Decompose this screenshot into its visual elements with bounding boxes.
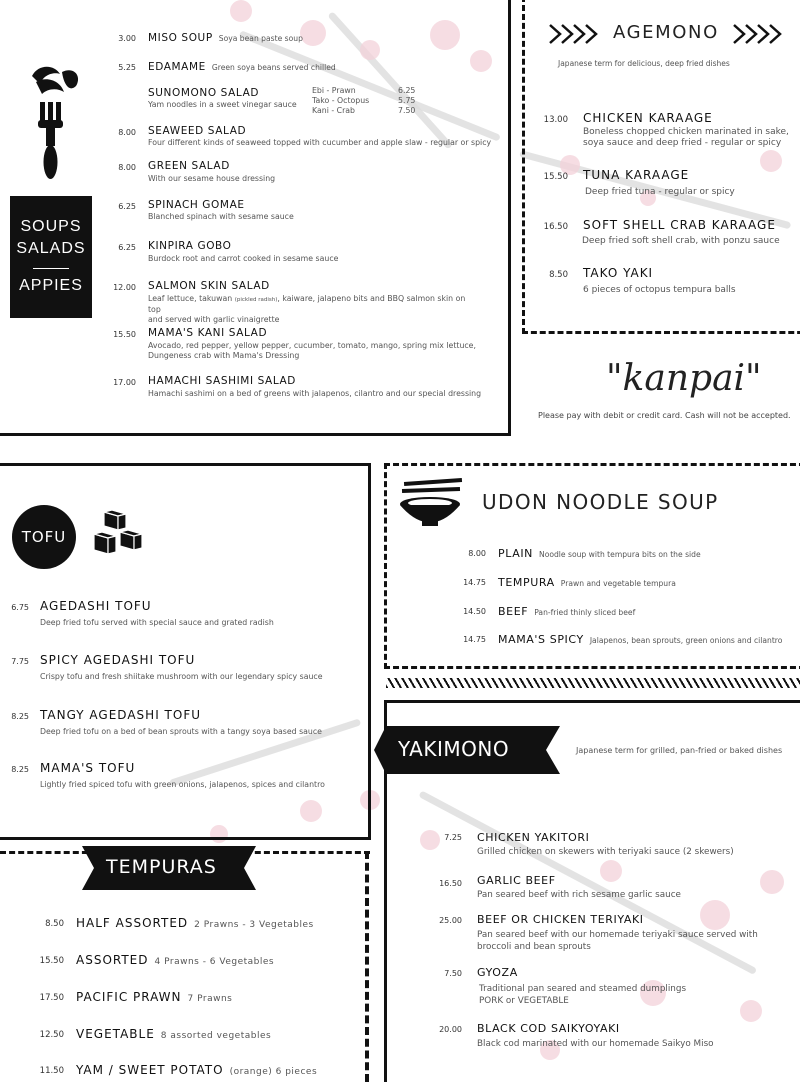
item-price: 8.25 <box>11 765 29 774</box>
yakimono-title: YAKIMONO <box>398 737 510 761</box>
item-price: 11.50 <box>39 1066 64 1076</box>
item-price: 16.50 <box>543 222 568 232</box>
item-price: 17.50 <box>39 993 64 1003</box>
option-label: Tako - Octopus <box>312 96 370 105</box>
item-desc: Deep fried tofu on a bed of bean sprouts with a tangy soya based sauce <box>40 727 322 736</box>
item-desc: 6 pieces of octopus tempura balls <box>583 285 736 295</box>
fork-shrimp-icon <box>24 62 84 182</box>
item-price: 13.00 <box>543 115 568 125</box>
item-name: SPICY AGEDASHI TOFU <box>40 653 196 667</box>
item-price: 12.50 <box>39 1030 64 1040</box>
item-price: 15.50 <box>113 330 136 339</box>
item-name: EDAMAME Green soya beans served chilled <box>148 61 336 73</box>
chevrons-icon <box>548 22 604 46</box>
item-name: SALMON SKIN SALAD <box>148 280 270 292</box>
item-desc: Pan seared beef with rich sesame garlic sauce <box>477 890 681 900</box>
item-price: 6.75 <box>11 603 29 612</box>
item-price: 3.00 <box>118 34 136 43</box>
item-desc: Avocado, red pepper, yellow pepper, cucumber, tomato, mango, spring mix lettuce, Dungeness crab with Mama's Dressing <box>148 341 476 360</box>
payment-note: Please pay with debit or credit card. Cash will not be accepted. <box>538 411 791 420</box>
udon-title: UDON NOODLE SOUP <box>482 490 719 514</box>
item-desc: Hamachi sashimi on a bed of greens with jalapenos, cilantro and our special dressing <box>148 389 482 398</box>
tofu-badge: TOFU <box>12 505 76 569</box>
item-name: BLACK COD SAIKYOYAKI <box>477 1022 620 1035</box>
item-price: 5.25 <box>118 63 136 72</box>
item-price: 7.25 <box>444 833 462 842</box>
item-desc: Leaf lettuce, takuwan (pickled radish), kaiware, jalapeno bits and BBQ salmon skin on top and served with garlic vinaigrette <box>148 294 466 324</box>
item-desc: Lightly fried spiced tofu with green onions, jalapenos, spices and cilantro <box>40 780 325 789</box>
agemono-subtitle: Japanese term for delicious, deep fried dishes <box>558 59 730 68</box>
item-price: 8.50 <box>45 919 64 929</box>
item-price: 17.00 <box>113 378 136 387</box>
item-name: CHICKEN YAKITORI <box>477 831 590 844</box>
item-desc: With our sesame house dressing <box>148 174 276 183</box>
item-name: VEGETABLE 8 assorted vegetables <box>76 1027 272 1041</box>
item-price: 8.50 <box>549 270 568 280</box>
item-name: BEEF OR CHICKEN TERIYAKI <box>477 913 644 926</box>
item-price: 8.00 <box>118 163 136 172</box>
item-name: AGEDASHI TOFU <box>40 599 152 613</box>
item-price: 14.75 <box>463 635 486 644</box>
item-price: 16.50 <box>439 879 462 888</box>
tempuras-title: TEMPURAS <box>106 856 217 878</box>
item-name: TANGY AGEDASHI TOFU <box>40 708 202 722</box>
udon-bowl-icon <box>398 478 464 528</box>
item-name: MAMA'S KANI SALAD <box>148 327 268 339</box>
agemono-title: AGEMONO <box>613 22 719 43</box>
item-name: HALF ASSORTED 2 Prawns - 3 Vegetables <box>76 916 314 930</box>
item-price: 8.00 <box>118 128 136 137</box>
chevrons-icon <box>732 22 788 46</box>
item-desc: Crispy tofu and fresh shiitake mushroom with our legendary spicy sauce <box>40 672 323 681</box>
option-label: Ebi - Prawn <box>312 86 356 95</box>
item-desc: Deep fried tofu served with special sauce and grated radish <box>40 618 274 627</box>
item-name: PLAIN Noodle soup with tempura bits on the side <box>498 547 701 560</box>
option-price: 5.75 <box>398 96 416 105</box>
item-price: 6.25 <box>118 243 136 252</box>
item-desc: Traditional pan seared and steamed dumplings PORK or VEGETABLE <box>479 984 687 1006</box>
item-name: SUNOMONO SALAD <box>148 87 260 99</box>
item-price: 8.00 <box>468 549 486 558</box>
item-name: HAMACHI SASHIMI SALAD <box>148 375 296 387</box>
option-label: Kani - Crab <box>312 106 356 115</box>
item-price: 15.50 <box>39 956 64 966</box>
item-desc: Pan seared beef with our homemade teriyaki sauce served with broccoli and bean sprouts <box>477 930 758 952</box>
kanpai-script: "kanpai" <box>606 358 762 399</box>
item-name: SEAWEED SALAD <box>148 125 247 137</box>
item-name: GARLIC BEEF <box>477 874 556 887</box>
item-name: PACIFIC PRAWN 7 Prawns <box>76 990 233 1004</box>
zigzag-divider <box>386 678 800 688</box>
item-name: BEEF Pan-fried thinly sliced beef <box>498 605 636 618</box>
item-name: MAMA'S SPICY Jalapenos, bean sprouts, green onions and cilantro <box>498 633 783 646</box>
item-name: TAKO YAKI <box>583 266 654 280</box>
item-price: 6.25 <box>118 202 136 211</box>
option-price: 7.50 <box>398 106 416 115</box>
item-desc: Four different kinds of seaweed topped with cucumber and apple slaw - regular or spicy <box>148 138 492 147</box>
item-price: 12.00 <box>113 283 136 292</box>
item-desc: Burdock root and carrot cooked in sesame sauce <box>148 254 339 263</box>
item-name: TEMPURA Prawn and vegetable tempura <box>498 576 676 589</box>
item-name: TUNA KARAAGE <box>583 168 690 182</box>
agemono-frame <box>522 0 800 334</box>
tofu-cubes-icon <box>90 510 146 556</box>
item-price: 14.50 <box>463 607 486 616</box>
item-name: KINPIRA GOBO <box>148 240 232 252</box>
soups-label: SOUPS SALADS APPIES <box>10 196 92 318</box>
item-name: SOFT SHELL CRAB KARAAGE <box>583 218 776 232</box>
item-name: MISO SOUP Soya bean paste soup <box>148 32 303 44</box>
yakimono-subtitle: Japanese term for grilled, pan-fried or baked dishes <box>576 746 783 755</box>
item-price: 7.50 <box>444 969 462 978</box>
item-desc: Blanched spinach with sesame sauce <box>148 212 294 221</box>
item-desc: Grilled chicken on skewers with teriyaki sauce (2 skewers) <box>477 847 734 857</box>
item-name: MAMA'S TOFU <box>40 761 136 775</box>
item-price: 7.75 <box>11 657 29 666</box>
item-name: YAM / SWEET POTATO (orange) 6 pieces <box>76 1063 318 1077</box>
item-name: ASSORTED 4 Prawns - 6 Vegetables <box>76 953 275 967</box>
item-desc: Yam noodles in a sweet vinegar sauce <box>148 100 297 109</box>
item-desc: Deep fried soft shell crab, with ponzu sauce <box>582 236 780 246</box>
item-name: GREEN SALAD <box>148 160 230 172</box>
item-price: 8.25 <box>11 712 29 721</box>
item-price: 15.50 <box>543 172 568 182</box>
option-price: 6.25 <box>398 86 416 95</box>
item-desc: Deep fried tuna - regular or spicy <box>585 187 735 197</box>
item-desc: Boneless chopped chicken marinated in sake, soya sauce and deep fried - regular or spicy <box>583 127 789 148</box>
item-name: GYOZA <box>477 966 518 979</box>
item-desc: Black cod marinated with our homemade Saikyo Miso <box>477 1039 714 1049</box>
item-name: SPINACH GOMAE <box>148 199 245 211</box>
item-price: 20.00 <box>439 1025 462 1034</box>
item-name: CHICKEN KARAAGE <box>583 111 713 125</box>
item-price: 25.00 <box>439 916 462 925</box>
item-price: 14.75 <box>463 578 486 587</box>
